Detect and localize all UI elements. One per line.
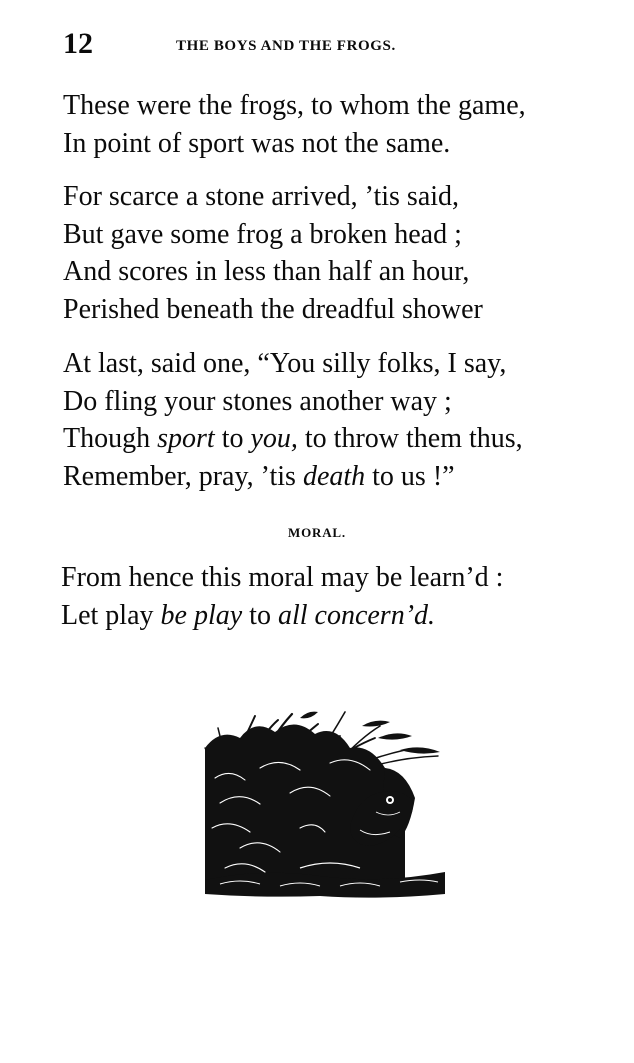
verse-italic-text: sport xyxy=(157,423,215,454)
verse-text: From hence this moral may be learn’d : xyxy=(61,562,504,593)
verse-line xyxy=(63,178,483,216)
moral-heading: MORAL. xyxy=(288,525,346,540)
verse-line xyxy=(61,559,503,597)
verse-text: For scarce a stone arrived, ’tis said, xyxy=(63,181,460,212)
verse-line xyxy=(63,345,523,383)
verse-text: At last, said one, “You silly folks, I say, xyxy=(63,348,507,379)
stanza xyxy=(63,87,526,162)
verse-italic-text: death xyxy=(302,460,366,492)
verse-text: Remember, pray, ’tis xyxy=(63,460,303,492)
verse-text: to throw them thus, xyxy=(297,423,523,454)
verse-line xyxy=(63,87,526,125)
verse-line xyxy=(61,597,503,635)
verse-text: Though xyxy=(63,423,158,454)
verse-italic-text: be play xyxy=(160,600,243,631)
verse-line xyxy=(63,291,483,329)
verse-text: to xyxy=(214,423,251,454)
verse-text: Do fling your stones another way ; xyxy=(63,385,452,417)
verse-text: But gave some frog a broken head ; xyxy=(63,218,462,250)
verse-line xyxy=(63,253,483,291)
verse-text: to xyxy=(242,600,278,631)
verse-italic-text: you, xyxy=(250,423,298,454)
running-title: THE BOYS AND THE FROGS. xyxy=(176,38,396,54)
verse-text: These were the frogs, to whom the game, xyxy=(63,90,526,121)
verse-line xyxy=(63,125,526,163)
verse-line xyxy=(63,458,523,496)
stanza xyxy=(63,345,523,495)
verse-text: In point of sport was not the same. xyxy=(63,127,451,159)
verse-text: And scores in less than half an hour, xyxy=(63,256,470,287)
verse-text: Let play xyxy=(61,600,161,631)
verse-text: to us !” xyxy=(365,460,455,492)
verse-italic-text: all concern’d. xyxy=(277,600,436,631)
verse-line xyxy=(63,216,483,254)
stanza xyxy=(63,178,483,328)
moral-couplet xyxy=(61,559,503,635)
verse-line xyxy=(63,383,523,421)
verse-text: Perished beneath the dreadful shower xyxy=(63,293,483,325)
verse-line xyxy=(63,420,523,458)
frog-woodcut-illustration xyxy=(200,708,450,900)
page-number: 12 xyxy=(63,27,93,60)
